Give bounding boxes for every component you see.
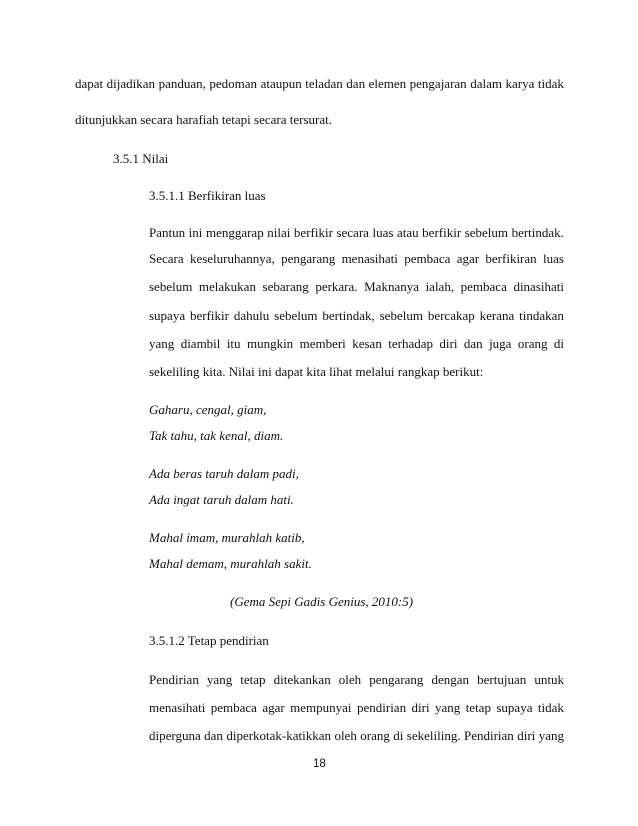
word: tetap bbox=[240, 672, 266, 687]
word: oleh bbox=[338, 672, 362, 687]
word: teladan bbox=[305, 76, 343, 91]
word: menggarap bbox=[205, 225, 264, 240]
paragraph-line bbox=[75, 76, 564, 92]
word: diperguna bbox=[149, 728, 201, 743]
word: dapat bbox=[75, 76, 104, 91]
paragraph-line bbox=[149, 308, 564, 324]
word: diri bbox=[517, 728, 536, 743]
paragraph-line bbox=[149, 700, 564, 716]
word: tidak bbox=[537, 76, 564, 91]
word: agar bbox=[456, 251, 480, 266]
word: nilai bbox=[267, 225, 291, 240]
word: sebelum bbox=[274, 308, 318, 323]
word: sekeliling. bbox=[406, 728, 461, 743]
word: terhadap bbox=[388, 336, 433, 351]
word: melakukan bbox=[198, 279, 256, 294]
word: pengarang bbox=[281, 251, 336, 266]
word: karya bbox=[505, 76, 535, 91]
word: sebarang bbox=[262, 279, 309, 294]
word: Pendirian bbox=[463, 728, 514, 743]
word: juga bbox=[489, 336, 512, 351]
section-heading: 3.5.1 Nilai bbox=[113, 151, 169, 166]
word: dalam bbox=[470, 76, 502, 91]
word: keseluruhannya, bbox=[189, 251, 275, 266]
paragraph-line bbox=[149, 728, 564, 744]
word: sebelum bbox=[379, 308, 423, 323]
word: bertindak, bbox=[322, 308, 375, 323]
word: itu bbox=[226, 336, 241, 351]
word: ialah, bbox=[425, 279, 455, 294]
word: panduan, bbox=[158, 76, 206, 91]
word: berfikir bbox=[293, 225, 333, 240]
word: supaya bbox=[496, 700, 533, 715]
word: menasihati bbox=[341, 251, 398, 266]
word: tetap bbox=[465, 700, 491, 715]
word: diperkotak-katikkan bbox=[226, 728, 332, 743]
word: tindakan bbox=[519, 308, 564, 323]
word: di bbox=[393, 728, 404, 743]
word: bertindak. bbox=[511, 225, 564, 240]
paragraph-line bbox=[149, 336, 564, 352]
word: kerana bbox=[479, 308, 515, 323]
word: luas bbox=[372, 225, 394, 240]
word: bertujuan bbox=[477, 672, 527, 687]
word: ataupun bbox=[260, 76, 302, 91]
word: berfikir bbox=[422, 225, 462, 240]
word: pembaca bbox=[210, 700, 257, 715]
word: yang bbox=[206, 672, 233, 687]
word: orang bbox=[517, 336, 548, 351]
word: untuk bbox=[534, 672, 564, 687]
paragraph-line bbox=[149, 251, 564, 267]
word: pembaca bbox=[460, 279, 507, 294]
paragraph-line bbox=[149, 279, 564, 295]
word: tidak bbox=[537, 700, 564, 715]
word: ditekankan bbox=[273, 672, 331, 687]
paragraph-line: ditunjukkan secara harafiah tetapi secara tersurat. bbox=[75, 112, 332, 127]
word: dijadikan bbox=[106, 76, 156, 91]
word: ini bbox=[188, 225, 203, 240]
word: Pantun bbox=[149, 225, 186, 240]
word: berfikiran bbox=[485, 251, 537, 266]
word: pendirian bbox=[356, 700, 407, 715]
word: mungkin bbox=[246, 336, 294, 351]
paragraph-line bbox=[149, 225, 564, 241]
word: diri bbox=[439, 336, 458, 351]
word: Pendirian bbox=[149, 672, 199, 687]
word: kesan bbox=[352, 336, 382, 351]
word: orang bbox=[360, 728, 390, 743]
word: sebelum bbox=[464, 225, 509, 240]
word: memberi bbox=[299, 336, 346, 351]
word: secara bbox=[336, 225, 369, 240]
pantun-line: Tak tahu, tak kenal, diam. bbox=[149, 428, 284, 443]
word: yang bbox=[434, 700, 461, 715]
word: yang bbox=[149, 336, 175, 351]
word: pembaca bbox=[404, 251, 451, 266]
word: dan bbox=[204, 728, 223, 743]
word: dahulu bbox=[233, 308, 270, 323]
word: pengarang bbox=[369, 672, 424, 687]
word: sebelum bbox=[149, 279, 193, 294]
word: bercakap bbox=[427, 308, 475, 323]
word: di bbox=[553, 336, 564, 351]
subsection-heading: 3.5.1.2 Tetap pendirian bbox=[149, 633, 269, 648]
pantun-source: (Gema Sepi Gadis Genius, 2010:5) bbox=[230, 594, 414, 609]
pantun-line: Mahal demam, murahlah sakit. bbox=[149, 556, 312, 571]
paragraph-line: sekeliling kita. Nilai ini dapat kita lihat melalui rangkap berikut: bbox=[149, 364, 484, 379]
pantun-line: Ada beras taruh dalam padi, bbox=[149, 466, 299, 481]
word: dan bbox=[346, 76, 366, 91]
word: Secara bbox=[149, 251, 184, 266]
word: luas bbox=[542, 251, 564, 266]
subsection-heading: 3.5.1.1 Berfikiran luas bbox=[149, 188, 266, 203]
word: supaya bbox=[149, 308, 186, 323]
word: diri bbox=[411, 700, 430, 715]
word: perkara. bbox=[315, 279, 358, 294]
word: diambil bbox=[180, 336, 221, 351]
word: dengan bbox=[431, 672, 470, 687]
word: menasihati bbox=[149, 700, 206, 715]
word: yang bbox=[538, 728, 564, 743]
paragraph-line bbox=[149, 672, 564, 688]
pantun-line: Mahal imam, murahlah katib, bbox=[149, 530, 305, 545]
word: pengajaran bbox=[409, 76, 467, 91]
word: agar bbox=[262, 700, 285, 715]
word: oleh bbox=[334, 728, 357, 743]
word: Maknanya bbox=[364, 279, 419, 294]
word: elemen bbox=[368, 76, 407, 91]
word: pedoman bbox=[209, 76, 258, 91]
pantun-line: Gaharu, cengal, giam, bbox=[149, 402, 267, 417]
pantun-line: Ada ingat taruh dalam hati. bbox=[149, 492, 294, 507]
page-number: 18 bbox=[313, 758, 326, 770]
word: dinasihati bbox=[513, 279, 564, 294]
word: mempunyai bbox=[290, 700, 352, 715]
word: berfikir bbox=[190, 308, 229, 323]
word: atau bbox=[396, 225, 419, 240]
word: dan bbox=[463, 336, 483, 351]
